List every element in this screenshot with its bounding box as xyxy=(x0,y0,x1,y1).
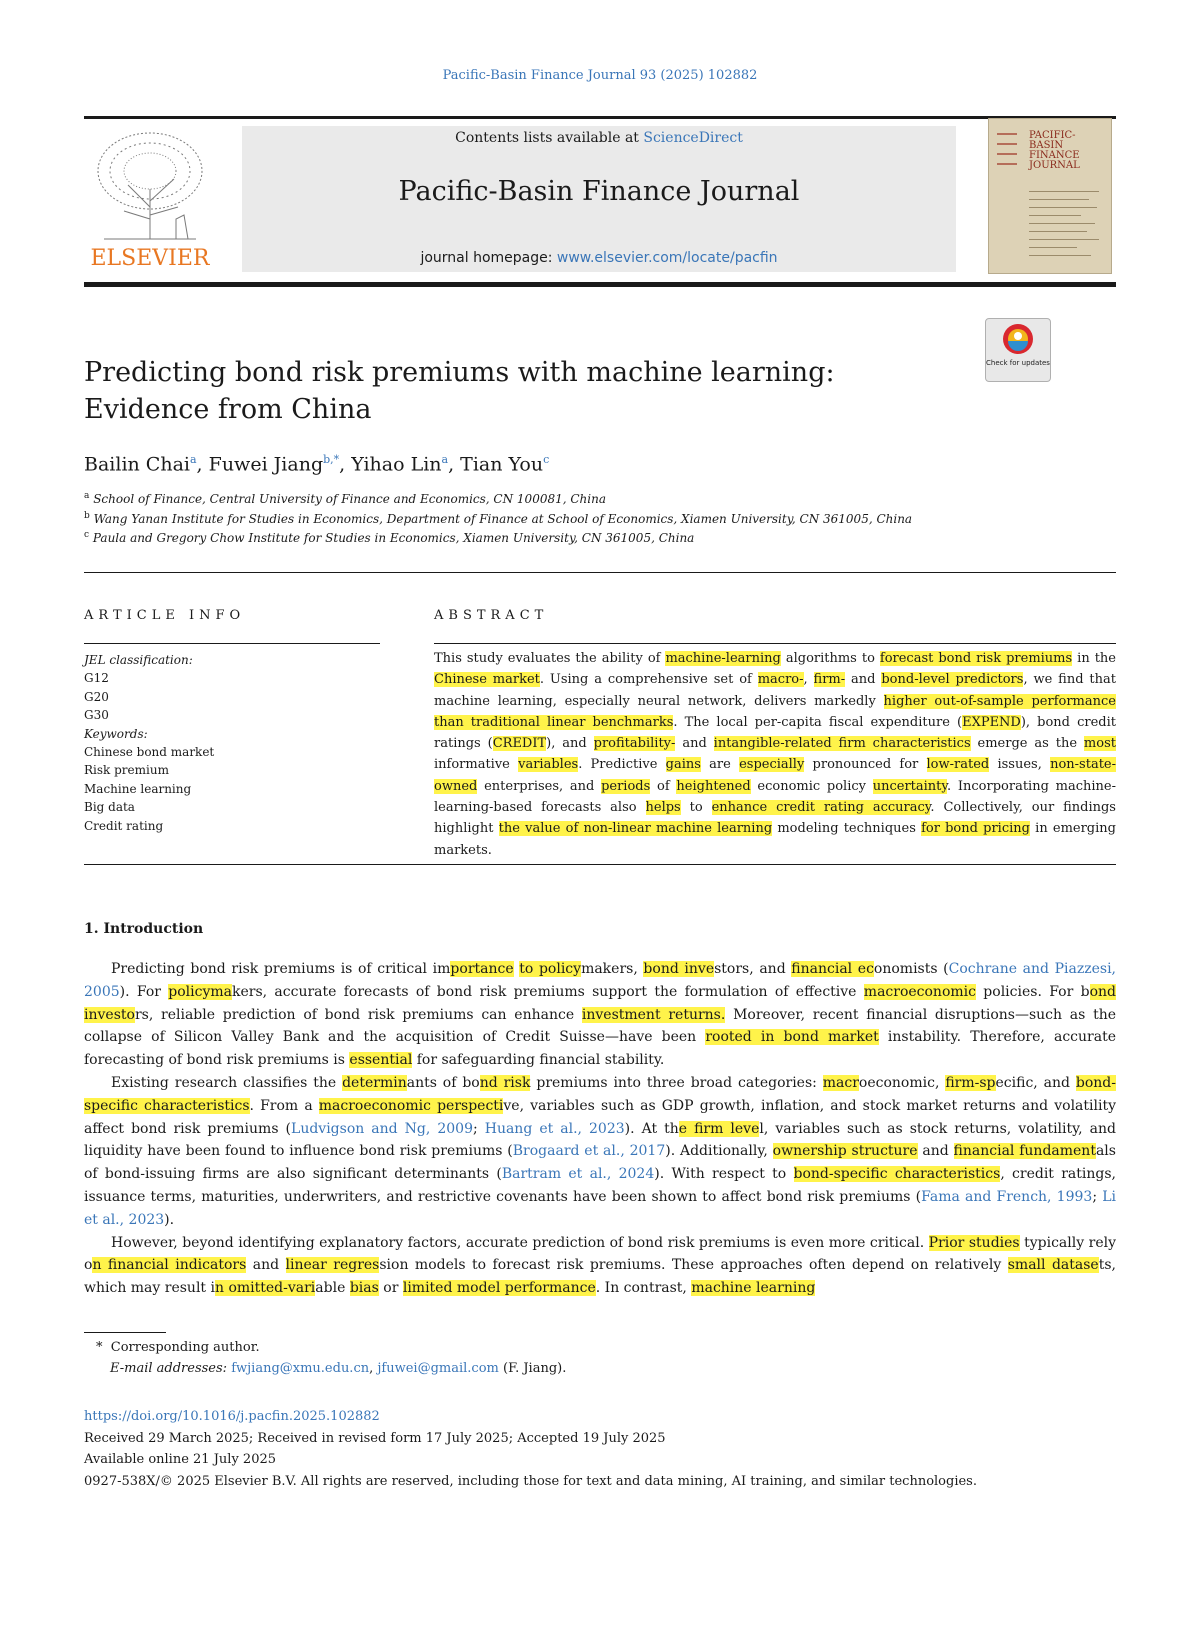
header-top-rule xyxy=(84,116,1116,119)
text-run: l, variables such as stock returns, volatility, and liquidity have been found to influence bond risk premiums ( xyxy=(84,1120,1116,1160)
keyword: Risk premium xyxy=(84,763,169,778)
highlighted-text: non-state-owned xyxy=(434,757,1116,794)
article-info-rule xyxy=(84,643,380,644)
highlighted-text: to policy xyxy=(519,961,582,977)
highlighted-text: variables xyxy=(518,757,579,773)
text-run: informative xyxy=(434,757,519,773)
highlighted-text: especially xyxy=(739,757,805,773)
text-run: This study evaluates the ability of xyxy=(434,651,666,666)
jel-code: G30 xyxy=(84,708,109,723)
highlighted-text: for bond pricing xyxy=(921,821,1030,837)
text-run: premiums into three broad categories: xyxy=(530,1074,823,1091)
highlighted-text: macro- xyxy=(757,672,804,688)
highlighted-text: macr xyxy=(822,1074,859,1091)
jel-label: JEL classification: xyxy=(84,653,193,667)
article-info xyxy=(84,651,384,835)
highlighted-text: enhance credit rating accuracy xyxy=(711,800,931,816)
highlighted-text: gains xyxy=(665,757,701,773)
highlighted-text: machine learning xyxy=(691,1280,816,1297)
highlighted-text: uncertainty xyxy=(872,778,948,794)
citation-link[interactable]: Li et al., 2023 xyxy=(84,1188,1116,1228)
text-run: stors, and xyxy=(714,961,792,977)
text-run: ). Additionally, xyxy=(665,1143,773,1160)
text-run: Moreover, recent financial disruptions—such as the collapse of Silicon Valley Bank and the acquisition of Credit Suisse—have been xyxy=(84,1006,1116,1046)
text-run: makers, xyxy=(581,961,644,977)
highlighted-text: bond inve xyxy=(643,961,715,977)
text-run: oeconomic, xyxy=(858,1074,946,1091)
text-run: instability. Therefore, accurate forecasting of bond risk premiums is xyxy=(84,1029,1116,1069)
highlighted-text: higher out-of-sample performance than traditional linear benchmarks xyxy=(434,693,1116,730)
homepage-line: journal homepage: www.elsevier.com/locate/pacfin xyxy=(420,250,778,266)
section-rule xyxy=(84,572,1116,573)
text-run: typically rely o xyxy=(84,1234,1116,1274)
elsevier-logo xyxy=(84,127,216,273)
copyright-notice: 0927-538X/© 2025 Elsevier B.V. All rights are reserved, including those for text and data mining, AI training, and similar technologies. xyxy=(84,1474,977,1489)
cover-title: PACIFIC- BASIN FINANCE JOURNAL xyxy=(1029,130,1080,171)
text-run: ve, variables such as GDP growth, inflation, and stock market returns and volatility affect bond risk premiums ( xyxy=(84,1097,1116,1137)
author-affiliation-marker[interactable]: a xyxy=(441,453,449,466)
text-run: economic policy xyxy=(750,778,873,794)
affiliation-c: $^c$ Paula and Gregory Chow Institute for Studies in Economics, Xiamen University, CN 361005, China xyxy=(84,530,695,545)
text-run: . In contrast, xyxy=(595,1280,692,1297)
check-for-updates-badge[interactable] xyxy=(985,318,1051,382)
highlighted-text: financial fundament xyxy=(953,1143,1096,1160)
check-for-updates-label: Check for updates xyxy=(986,359,1050,367)
abstract-text xyxy=(434,648,1116,861)
highlighted-text: helps xyxy=(645,800,681,816)
highlighted-text: the value of non-linear machine learning xyxy=(498,821,773,837)
doi-link[interactable]: https://doi.org/10.1016/j.pacfin.2025.102882 xyxy=(84,1409,380,1424)
received-dates: Received 29 March 2025; Received in revised form 17 July 2025; Accepted 19 July 2025 xyxy=(84,1431,666,1446)
affiliation-b: $^b$ Wang Yanan Institute for Studies in Economics, Department of Finance at School of Economics, Xiamen University, CN 361005, China xyxy=(84,511,913,526)
text-run: However, beyond identifying explanatory factors, accurate prediction of bond risk premiums is even more critical. xyxy=(111,1234,929,1251)
highlighted-text: bond-specific characteristics xyxy=(84,1074,1116,1114)
highlighted-text: financial ec xyxy=(791,961,874,977)
text-run: and xyxy=(917,1143,954,1160)
text-run: and xyxy=(246,1257,286,1274)
text-run: als of bond-issuing firms are also significant determinants ( xyxy=(84,1143,1116,1183)
highlighted-text: heightened xyxy=(676,778,751,794)
highlighted-text: limited model performance xyxy=(402,1280,596,1297)
introduction-heading: 1. Introduction xyxy=(84,921,204,937)
section-rule xyxy=(84,864,1116,865)
author-affiliation-marker[interactable]: c xyxy=(543,453,550,466)
text-run: are xyxy=(700,757,740,773)
author-list: Bailin Chai$^a$, Fuwei Jiang$^{b,*}$, Yihao Lin$^a$, Tian You$^c$ xyxy=(84,453,550,476)
text-run: , credit ratings, issuance terms, maturities, underwriters, and restrictive covenants have been shown to affect bond risk premiums ( xyxy=(84,1166,1116,1205)
text-run: rs, reliable prediction of bond risk premiums can enhance xyxy=(134,1006,582,1023)
text-run: , xyxy=(803,672,814,688)
keyword: Chinese bond market xyxy=(84,745,215,760)
text-run: . Collectively, our findings highlight xyxy=(434,800,1116,837)
text-run: ). At th xyxy=(624,1120,679,1137)
author-name: Bailin Chai xyxy=(84,453,190,476)
introduction-body xyxy=(84,958,1116,1300)
highlighted-text: investment returns. xyxy=(581,1006,726,1023)
footnote-rule xyxy=(84,1332,166,1333)
journal-citation[interactable]: Pacific-Basin Finance Journal 93 (2025) 102882 xyxy=(442,68,758,83)
citation-link[interactable]: Cochrane and Piazzesi, 2005 xyxy=(84,961,1116,1000)
journal-name: Pacific-Basin Finance Journal xyxy=(398,176,800,207)
highlighted-text: low-rated xyxy=(926,757,990,773)
available-online: Available online 21 July 2025 xyxy=(84,1452,277,1467)
highlighted-text: macroeconomic perspecti xyxy=(318,1097,504,1114)
highlighted-text: n financial indicators xyxy=(92,1257,247,1274)
text-run: policies. For b xyxy=(975,983,1090,1000)
paragraph-2 xyxy=(84,1072,1116,1232)
highlighted-text: bond-specific characteristics xyxy=(793,1166,1001,1183)
sciencedirect-link[interactable]: ScienceDirect xyxy=(643,130,743,146)
highlighted-text: EXPEND xyxy=(962,714,1021,730)
text-run: Predicting bond risk premiums is of critical im xyxy=(111,961,451,977)
text-run: algorithms to xyxy=(780,651,880,666)
highlighted-text: rooted in bond market xyxy=(705,1029,879,1046)
text-run: and xyxy=(675,736,714,752)
text-run: . Incorporating machine-learning-based forecasts also xyxy=(434,778,1116,816)
text-run: ). For xyxy=(119,983,169,1000)
text-run: able xyxy=(315,1280,350,1297)
author-affiliation-marker[interactable]: b,* xyxy=(323,453,340,466)
text-run: for safeguarding financial stability. xyxy=(412,1052,665,1069)
highlighted-text: firm-sp xyxy=(945,1074,996,1091)
highlighted-text: macroeconomic xyxy=(863,983,976,1000)
highlighted-text: policyma xyxy=(168,983,232,1000)
author-name: Yihao Lin xyxy=(351,453,442,476)
text-run: modeling techniques xyxy=(772,821,922,837)
highlighted-text: ownership structure xyxy=(772,1143,918,1160)
text-run: kers, accurate forecasts of bond risk premiums support the formulation of effective xyxy=(232,983,864,1000)
article-title: Predicting bond risk premiums with machine learning: Evidence from China xyxy=(84,357,835,425)
highlighted-text: bond-level predictors xyxy=(881,672,1024,688)
header-bottom-rule xyxy=(84,282,1116,287)
text-run: in emerging markets. xyxy=(434,821,1116,858)
text-run: . Predictive xyxy=(578,757,666,773)
highlighted-text: CREDIT xyxy=(492,736,547,752)
highlighted-text: periods xyxy=(601,778,651,794)
text-run: ; xyxy=(472,1120,485,1137)
text-run: ants of bo xyxy=(406,1074,480,1091)
highlighted-text: essential xyxy=(349,1052,413,1069)
text-run: sion models to forecast risk premiums. These approaches often depend on relatively xyxy=(379,1257,1008,1274)
text-run: pronounced for xyxy=(804,757,927,773)
text-run: ts, which may result i xyxy=(84,1257,1116,1297)
highlighted-text: nd risk xyxy=(479,1074,531,1091)
article-info-heading: ARTICLE INFO xyxy=(84,608,246,623)
keyword: Credit rating xyxy=(84,818,164,833)
text-run: emerge as the xyxy=(970,736,1084,752)
highlighted-text: linear regres xyxy=(285,1257,380,1274)
highlighted-text: determin xyxy=(342,1074,407,1091)
keyword: Big data xyxy=(84,800,135,815)
text-run: of xyxy=(650,778,677,794)
highlighted-text: small datase xyxy=(1007,1257,1099,1274)
text-run: ). xyxy=(164,1211,175,1228)
text-run: ), bond credit ratings ( xyxy=(434,714,1116,752)
highlighted-text: Chinese market xyxy=(434,672,540,688)
text-run: and xyxy=(845,672,882,688)
citation-link[interactable]: Fama and French, 1993 xyxy=(921,1188,1093,1205)
journal-cover-thumbnail[interactable] xyxy=(988,118,1112,274)
highlighted-text: firm- xyxy=(813,672,846,688)
text-run: Existing research classifies the xyxy=(111,1074,343,1091)
highlighted-text: machine-learning xyxy=(665,651,781,666)
text-run: in the xyxy=(1072,651,1116,666)
email-link[interactable]: jfuwei@gmail.com xyxy=(377,1361,499,1376)
highlighted-text: e firm leve xyxy=(678,1120,760,1137)
highlighted-text: bias xyxy=(349,1280,379,1297)
text-run: ecific, and xyxy=(995,1074,1076,1091)
corresponding-author-note: * Corresponding author. xyxy=(96,1340,260,1355)
email-note: E-mail addresses: fwjiang@xmu.edu.cn, jfuwei@gmail.com (F. Jiang). xyxy=(110,1361,567,1376)
highlighted-text: intangible-related firm characteristics xyxy=(713,736,971,752)
journal-homepage-link[interactable]: www.elsevier.com/locate/pacfin xyxy=(556,250,778,266)
email-link[interactable]: fwjiang@xmu.edu.cn xyxy=(231,1361,370,1376)
text-run: or xyxy=(378,1280,403,1297)
abstract-heading: ABSTRACT xyxy=(434,608,549,623)
author-name: Fuwei Jiang xyxy=(208,453,324,476)
contents-line: Contents lists available at ScienceDirect xyxy=(455,130,743,146)
abstract-rule xyxy=(434,643,1116,644)
highlighted-text: profitability- xyxy=(593,736,676,752)
paragraph-3 xyxy=(84,1232,1116,1300)
text-run: onomists ( xyxy=(873,961,949,977)
citation-link[interactable]: Ludvigson and Ng, 2009 xyxy=(291,1120,473,1137)
author-name: Tian You xyxy=(460,453,544,476)
highlighted-text: portance xyxy=(450,961,514,977)
affiliation-a: $^a$ School of Finance, Central University of Finance and Economics, CN 100081, China xyxy=(84,491,606,506)
citation-link[interactable]: Huang et al., 2023 xyxy=(484,1120,625,1137)
keyword: Machine learning xyxy=(84,781,192,796)
text-run: . From a xyxy=(249,1097,319,1114)
jel-code: G20 xyxy=(84,689,109,704)
jel-code: G12 xyxy=(84,671,109,686)
highlighted-text: forecast bond risk premiums xyxy=(879,651,1073,666)
text-run: , we find that machine learning, especially neural network, delivers markedly xyxy=(434,672,1116,709)
author-affiliation-marker[interactable]: a xyxy=(189,453,197,466)
text-run: . Using a comprehensive set of xyxy=(539,672,758,688)
paragraph-1 xyxy=(84,958,1116,1072)
text-run: enterprises, and xyxy=(477,778,602,794)
text-run: to xyxy=(680,800,712,816)
citation-link[interactable]: Brogaard et al., 2017 xyxy=(512,1143,666,1160)
publisher-wordmark: ELSEVIER xyxy=(90,246,210,271)
text-run: ). With respect to xyxy=(654,1166,794,1183)
check-for-updates-icon xyxy=(986,319,1050,359)
keywords-label: Keywords: xyxy=(84,726,148,741)
text-run: issues, xyxy=(989,757,1051,773)
highlighted-text: Prior studies xyxy=(928,1234,1020,1251)
highlighted-text: most xyxy=(1083,736,1116,752)
highlighted-text: n omitted-vari xyxy=(214,1280,316,1297)
text-run: ), and xyxy=(546,736,594,752)
citation-link[interactable]: Bartram et al., 2024 xyxy=(501,1166,655,1183)
highlighted-text: ond investo xyxy=(84,983,1116,1023)
text-run: ; xyxy=(1092,1188,1103,1205)
text-run: . The local per-capita fiscal expenditure ( xyxy=(673,714,963,730)
